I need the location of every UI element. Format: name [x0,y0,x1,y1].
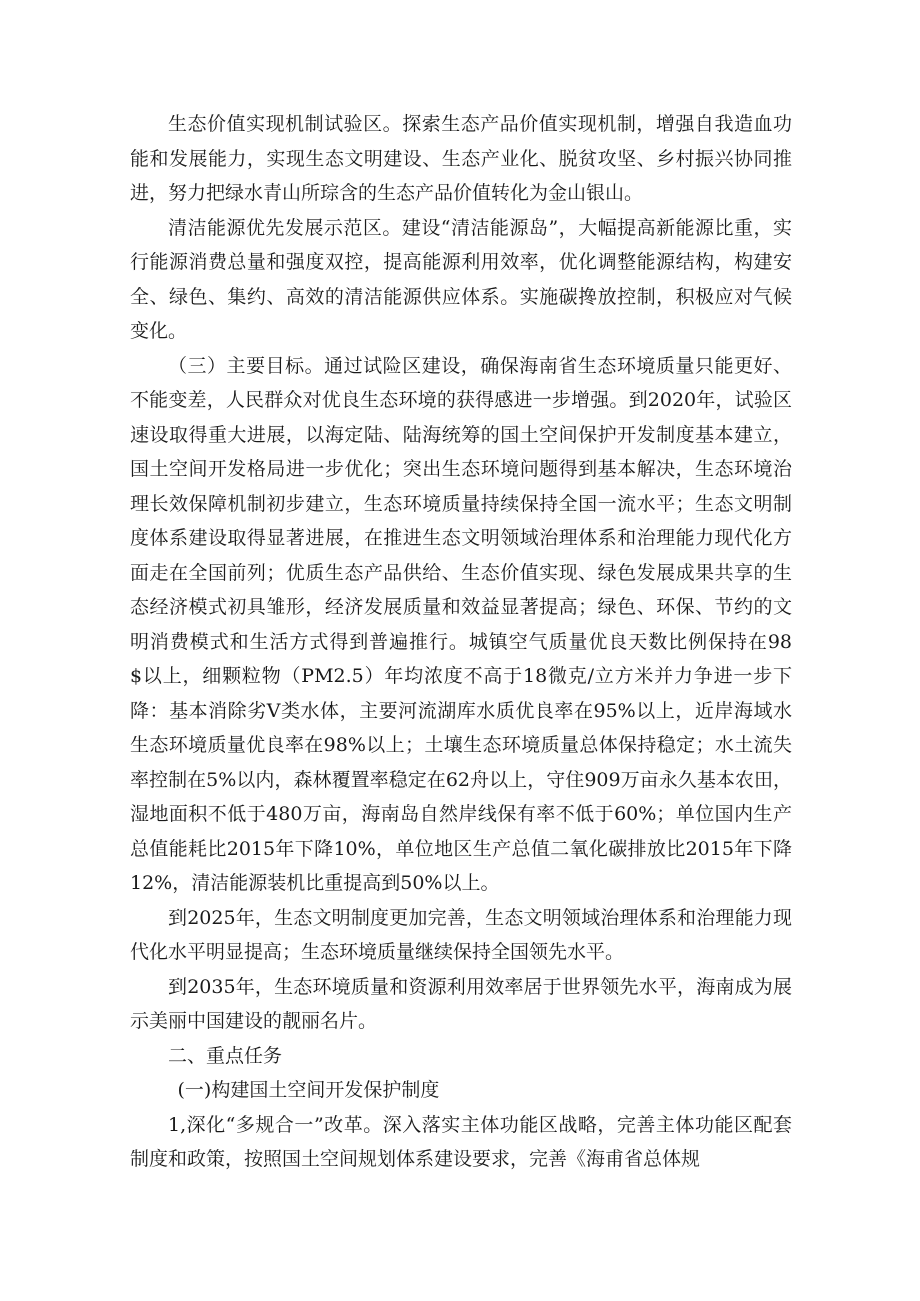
subsection-heading-land-space: (一)构建国土空间开发保护制度 [177,1079,440,1101]
paragraph-eco-value-zone: 生态价值实现机制试验区。探索生态产品价值实现机制，增强自我造血功能和发展能力，实现生态文明建设、生态产业化、脱贫攻坚、乡村振兴协同推进，努力把绿水青山所琮含的生态产品价值转化为金山银山。 [130,113,792,204]
paragraph-clean-energy-zone: 清洁能源优先发展示范区。建设“清洁能源岛”，大幅提高新能源比重，实行能源消费总量和强度双控，提高能源利用效率，优化调整能源结构，构建安全、绿色、集约、高效的清洁能源供应体系。实施碳搀放控制，积极应对气候变化。 [130,216,792,342]
document-body [130,107,792,1177]
paragraph-main-goals: （三）主要目标。通过试险区建设，确保海南省生态环境质量只能更好、不能变差，人民群众对优良生态环境的获得感进一步增强。到2020年，试验区速设取得重大进展，以海定陆、陆海统筹的国土空间保护开发制度基本建立，国土空间开发格局进一步优化；突出生态环境问题得到基本解决，生态环境治理长效保障机制初步建立，生态环境质量持续保持全国一流水平；生态文明制度体系建设取得显著进展，在推进生态文明领域治理体系和治理能力现代化方面走在全国前列；优质生态产品供给、生态价值实现、绿色发展成果共享的生态经济模式初具雏形，经济发展质量和效益显著提高；绿色、环保、节约的文明消费模式和生活方式得到普遍推行。城镇空气质量优良天数比例保持在98$以上，细颗粒物（PM2.5）年均浓度不高于18微克/立方米并力争进一步下降：基本消除劣V类水体，主要河流湖库水质优良率在95%以上，近岸海域水生态环境质量优良率在98%以上；土壤生态环境质量总体保持稳定；水土流失率控制在5%以内，森林覆置率稳定在62舟以上，守住909万亩永久基本农田，湿地面积不低于480万亩，海南岛自然岸线保有率不低于60%；单位国内生产总值能耗比2015年下降10%，单位地区生产总值二氧化碳排放比2015年下降12%，清洁能源装机比重提高到50%以上。 [130,354,792,894]
paragraph-goal-2035: 到2035年，生态环境质量和资源利用效率居于世界领先水平，海南成为展示美丽中国建设的靓丽名片。 [130,975,792,1032]
section-heading-key-tasks: 二、重点任务 [168,1044,283,1067]
paragraph-multi-plan-reform: 1,深化“多规合一”改革。深入落实主体功能区战略，完善主体功能区配套制度和政策，按照国土空间规划体系建设要求，完善《海甫省总体规 [130,1113,792,1170]
paragraph-goal-2025: 到2025年，生态文明制度更加完善，生态文明领域治理体系和治理能力现代化水平明显提高；生态环境质量继续保持全国领先水平。 [130,906,792,963]
